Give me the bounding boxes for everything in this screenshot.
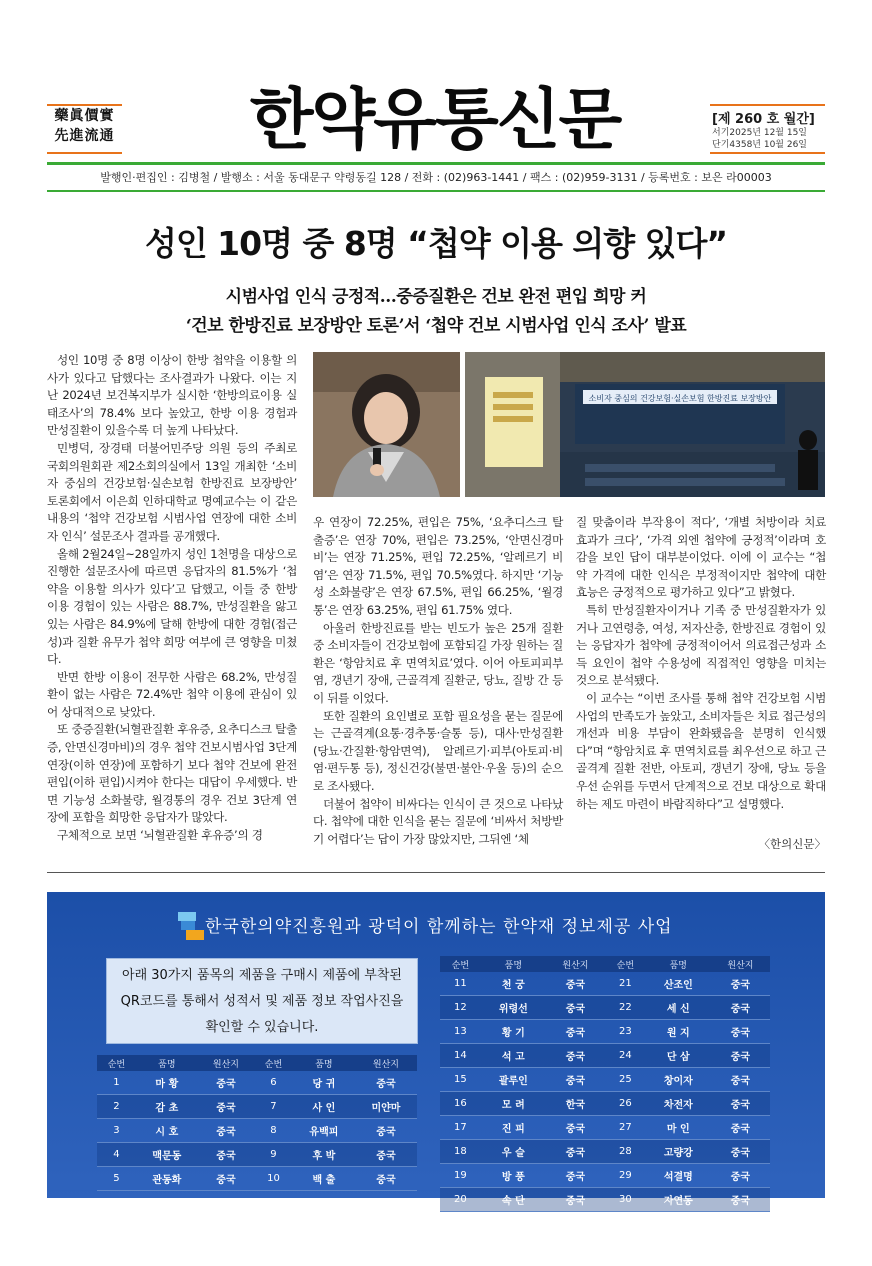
table-cell: 석 고 [481,1044,546,1068]
paragraph: 올해 2월24일~28일까지 성인 1천명을 대상으로 진행한 설문조사에 따르면 응답자의 81.5%가 ‘첩약을 이용할 의사가 있다’고 답했고, 이들 중 한방 이용 경험이 있는 사람은 88.7%, 만성질환을 앓고 있는 사람은 84.9%에 달해 한방에 대한 경험(접근성)과 질환 유무가 첩약 희망 여부에 큰 영향을 미쳤다. [47,546,297,667]
column-header: 순번 [97,1055,136,1071]
table-cell: 중국 [198,1119,254,1143]
table-row [97,1095,417,1119]
paragraph: 또한 질환의 요인별로 포함 필요성을 묻는 질문에는 근골격계(요통·경추통·슬통 등), 대사·만성질환(당뇨·간질환·항암면역), 알레르기·피부(아토피·비염·편두통 등), 정신건강(불면·불안·우울 등)의 순으로 조사됐다. [313,708,563,793]
table-cell: 중국 [198,1071,254,1095]
speaker-photo [313,352,460,497]
column-header: 원산지 [355,1055,417,1071]
issue-number: [제 260 호 월간] [712,112,815,127]
table-cell: 차전자 [646,1092,711,1116]
paragraph: 아울러 한방진료를 받는 빈도가 높은 25개 질환 중 소비자들이 건강보험에 포함되길 가장 원하는 질환은 ‘항암치료 후 면역치료’였다. 이어 아토피피부염, 갱년기 장애, 근골격계 질환군, 당뇨, 질방 간 등이 뒤를 이었다. [313,620,563,705]
date-lunar: 단기4358년 10월 26일 [712,140,808,150]
table-row [440,1068,770,1092]
table-cell: 중국 [711,1116,770,1140]
article-column-3 [576,514,826,813]
table-row [440,1140,770,1164]
table-cell: 중국 [546,1116,605,1140]
table-cell: 진 피 [481,1116,546,1140]
forum-banner-text: 소비자 중심의 건강보험·실손보험 한방진료 보장방안 [588,394,772,403]
table-cell: 중국 [711,1068,770,1092]
table-row [440,1164,770,1188]
masthead-rule-bottom [47,190,825,192]
table-cell: 중국 [711,1020,770,1044]
table-row [440,1044,770,1068]
table-cell: 7 [254,1095,293,1119]
table-cell: 3 [97,1119,136,1143]
table-cell: 14 [440,1044,481,1068]
forum-photo [465,352,825,497]
speaker-illustration [313,352,460,497]
table-cell: 중국 [546,1044,605,1068]
table-cell: 위령선 [481,996,546,1020]
table-cell: 중국 [711,1044,770,1068]
table-cell: 시 호 [136,1119,198,1143]
motto-line-2: 先進流通 [54,128,115,144]
table-cell: 6 [254,1071,293,1095]
table-cell: 중국 [546,1164,605,1188]
column-header: 순번 [605,956,646,972]
column-header: 원산지 [198,1055,254,1071]
table-row [440,1116,770,1140]
table-row [440,1092,770,1116]
table-cell: 마 인 [646,1116,711,1140]
column-header: 품명 [481,956,546,972]
table-cell: 2 [97,1095,136,1119]
table-cell: 28 [605,1140,646,1164]
table-cell: 석결명 [646,1164,711,1188]
table-cell: 24 [605,1044,646,1068]
table-cell: 창이자 [646,1068,711,1092]
masthead-rule-top [47,162,825,165]
table-cell: 사 인 [293,1095,355,1119]
table-cell: 백 출 [293,1167,355,1191]
table-cell: 중국 [546,996,605,1020]
table-cell: 27 [605,1116,646,1140]
table-cell: 중국 [711,1140,770,1164]
column-header: 품명 [293,1055,355,1071]
table-cell: 중국 [711,1188,770,1212]
table-cell: 중국 [355,1119,417,1143]
table-cell: 12 [440,996,481,1020]
paragraph: 또 중증질환(뇌혈관질환 후유증, 요추디스크 탈출증, 안면신경마비)의 경우 첩약 건보시범사업 3단계 연장(이하 연장)에 포함하기 보다 첩약 건보에 완전 편입(이하 편입)시켜야 한다는 대답이 우세했다. 반면 기능성 소화불량, 월경통의 경우 건보 3단계 연장에 포함을 희망한 응답자가 많았다. [47,722,297,825]
table-cell: 산조인 [646,972,711,996]
table-cell: 9 [254,1143,293,1167]
ad-notice [106,958,418,1044]
notice-line: 확인할 수 있습니다. [205,1020,319,1035]
table-row [97,1143,417,1167]
column-header: 품명 [646,956,711,972]
table-cell: 중국 [546,1188,605,1212]
table-row [440,1188,770,1212]
article-headline: 성인 10명 중 8명 “첩약 이용 의향 있다” [144,224,728,263]
article-divider [47,872,825,873]
table-row [440,996,770,1020]
table-row [97,1119,417,1143]
table-cell: 중국 [546,972,605,996]
column-header: 순번 [440,956,481,972]
table-cell: 한국 [546,1092,605,1116]
paragraph: 더불어 첩약이 비싸다는 인식이 큰 것으로 나타났다. 첩약에 대한 인식을 묻는 질문에 ‘비싸서 처방받기 어렵다’는 답이 가장 많았지만, 그뒤엔 ‘체 [313,796,563,846]
table-cell: 관동화 [136,1167,198,1191]
table-cell: 8 [254,1119,293,1143]
table-cell: 후 박 [293,1143,355,1167]
column-header: 원산지 [546,956,605,972]
ad-title: 한국한의약진흥원과 광덕이 함께하는 한약재 정보제공 사업 [205,917,673,937]
notice-line: QR코드를 통해서 성적서 및 제품 정보 작업사진을 [120,994,404,1009]
table-cell: 18 [440,1140,481,1164]
table-cell: 중국 [711,1092,770,1116]
table-cell: 19 [440,1164,481,1188]
table-cell: 중국 [355,1143,417,1167]
table-cell: 중국 [711,1164,770,1188]
table-cell: 단 삼 [646,1044,711,1068]
masthead-motto [47,104,122,154]
forum-illustration [465,352,825,497]
table-cell: 30 [605,1188,646,1212]
article-subhead-1: 시범사업 인식 긍정적…중증질환은 건보 완전 편입 희망 커 [225,287,647,307]
table-cell: 세 신 [646,996,711,1020]
table-cell: 중국 [355,1071,417,1095]
herb-table-right [440,956,770,1212]
column-header: 원산지 [711,956,770,972]
table-cell: 미얀마 [355,1095,417,1119]
column-header: 품명 [136,1055,198,1071]
table-cell: 우 슬 [481,1140,546,1164]
issue-box [710,104,825,154]
table-cell: 고량강 [646,1140,711,1164]
table-cell: 16 [440,1092,481,1116]
table-cell: 29 [605,1164,646,1188]
paragraph: 이 교수는 “이번 조사를 통해 첩약 건강보험 시범사업의 만족도가 높았고, 소비자들은 치료 접근성의 개선과 비용 부담이 완화됐음을 분명히 인식했다”며 “항암치료 후 면역치료를 최우선으로 하고 근골격계 질환 전반, 아토피, 갱년기 장애, 당뇨 등을 우선 순위를 두면서 단계적으로 건보 대상으로 확대하는 제도 마련이 바람직하다”고 설명했다. [576,690,826,811]
table-cell: 4 [97,1143,136,1167]
article-subhead-2: ‘건보 한방진료 보장방안 토론’서 ‘첩약 건보 시범사업 인식 조사’ 발표 [185,316,687,336]
table-cell: 21 [605,972,646,996]
table-cell: 10 [254,1167,293,1191]
table-cell: 속 단 [481,1188,546,1212]
table-row [97,1071,417,1095]
date-solar: 서기2025년 12월 15일 [712,128,808,138]
table-cell: 1 [97,1071,136,1095]
column-header: 순번 [254,1055,293,1071]
notice-line: 아래 30가지 품목의 제품을 구매시 제품에 부착된 [122,968,402,983]
paragraph: 우 연장이 72.25%, 편입은 75%, ‘요추디스크 탈출증’은 연장 70%, 편입은 73.25%, ‘안면신경마비’는 연장 71.25%, 편입 72.25%, ‘알레르기 비염’은 연장 71.5%, 편입 70.5%였다. 하지만 ‘기능성 소화불량’은 연장 67.5%, 편입 66.25%, ‘월경통’은 연장 63.25%, 편입 61.75% 였다. [313,515,563,617]
article-byline: 〈한의신문〉 [758,837,826,851]
table-cell: 방 풍 [481,1164,546,1188]
table-cell: 원 지 [646,1020,711,1044]
paragraph: 반면 한방 이용이 전무한 사람은 68.2%, 만성질환이 없는 사람은 72.4%만 첩약 이용에 관심이 있어 상대적으로 낮았다. [47,669,297,719]
table-cell: 천 궁 [481,972,546,996]
publisher-info: 발행인·편집인 : 김병철 / 발행소 : 서울 동대문구 약령동길 128 / 전화 : (02)963-1441 / 팩스 : (02)959-3131 / 등록번호 : 보은 라00003 [100,171,772,184]
table-cell: 중국 [546,1068,605,1092]
table-cell: 마 황 [136,1071,198,1095]
table-cell: 당 귀 [293,1071,355,1095]
table-cell: 22 [605,996,646,1020]
table-cell: 23 [605,1020,646,1044]
table-cell: 11 [440,972,481,996]
table-cell: 맥문동 [136,1143,198,1167]
table-cell: 중국 [546,1140,605,1164]
table-cell: 모 려 [481,1092,546,1116]
table-row [440,972,770,996]
table-cell: 자연동 [646,1188,711,1212]
table-row [97,1167,417,1191]
table-cell: 중국 [355,1167,417,1191]
article-column-1 [47,352,297,845]
table-cell: 괄루인 [481,1068,546,1092]
table-cell: 황 기 [481,1020,546,1044]
table-header-row [97,1055,417,1071]
table-cell: 중국 [711,972,770,996]
table-cell: 13 [440,1020,481,1044]
table-cell: 25 [605,1068,646,1092]
table-cell: 중국 [546,1020,605,1044]
table-cell: 유백피 [293,1119,355,1143]
newspaper-title: 한약유통신문 [249,81,621,158]
table-cell: 중국 [198,1167,254,1191]
motto-line-1: 藥眞價實 [54,108,115,124]
table-cell: 중국 [711,996,770,1020]
table-cell: 감 초 [136,1095,198,1119]
paragraph: 특히 만성질환자이거나 기족 중 만성질환자가 있거나 고연령층, 여성, 저자산층, 한방진료 경험이 있는 응답자가 첩약에 긍정적이어서 의료접근성과 소득 요인이 첩약 수용성에 직접적인 영향을 미치는 것으로 분석됐다. [576,602,826,688]
table-cell: 중국 [198,1095,254,1119]
paragraph: 성인 10명 중 8명 이상이 한방 첩약을 이용할 의사가 있다고 답했다는 조사결과가 나왔다. 이는 지난 2024년 보건복지부가 실시한 ‘한방의료이용 실태조사’의 78.4% 보다 높았고, 한방 이용 경험과 만성질환이 있을수록 더 높게 나타났다. [47,353,297,438]
paragraph: 민병덕, 장경태 더불어민주당 의원 등의 주최로 국회의원회관 제2소회의실에서 13일 개최한 ‘소비자 중심의 건강보험·실손보험 한방진료 보장방안’ 토론회에서 이은희 인하대학교 명예교수는 이 같은 내용의 ‘첩약 건강보험 시범사업 연장에 대한 소비자 인식’ 설문조사 결과를 공개했다. [47,440,297,543]
table-header-row [440,956,770,972]
paragraph: 질 맞춤이라 부작용이 적다’, ‘개별 처방이라 치료 효과가 크다’, ‘가격 외엔 첩약에 긍정적’이라며 호감을 보인 답이 대부분이었다. 이에 이 교수는 “첩약 가격에 대한 인식은 부정적이지만 첩약에 대한 효능은 긍정적으로 평가하고 있다”고 밝혔다. [576,515,826,600]
table-cell: 17 [440,1116,481,1140]
table-cell: 20 [440,1188,481,1212]
table-cell: 5 [97,1167,136,1191]
herb-table-left [97,1055,417,1191]
article-column-2 [313,514,563,848]
table-row [440,1020,770,1044]
table-cell: 26 [605,1092,646,1116]
paragraph: 구체적으로 보면 ‘뇌혈관질환 후유증’의 경 [57,828,263,843]
table-cell: 중국 [198,1143,254,1167]
table-cell: 15 [440,1068,481,1092]
